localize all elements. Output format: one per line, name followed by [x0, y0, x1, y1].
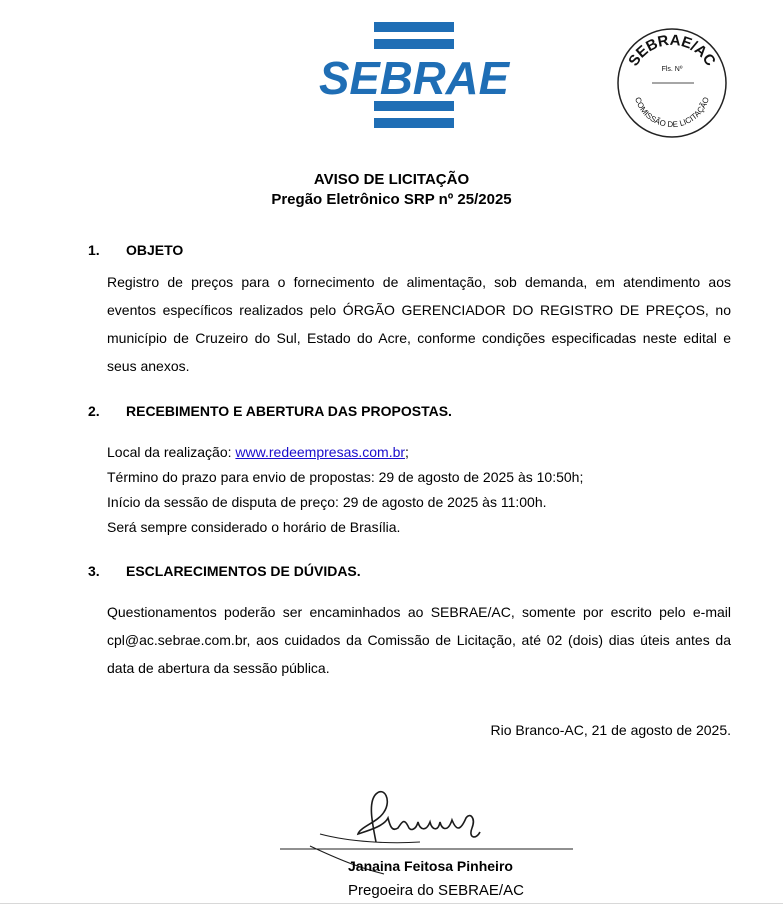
signer-role: Pregoeira do SEBRAE/AC: [348, 882, 524, 899]
section-2-local-line: [107, 444, 409, 460]
section-1-number: 1.: [88, 242, 100, 258]
section-3-body: Questionamentos poderão ser encaminhados ao SEBRAE/AC, somente por escrito pelo e-mail cpl@ac.sebrae.com.br, aos cuidados da Comissão de Licitação, até 02 (dois) dias úteis antes da data de abertura da sessão pública.: [107, 604, 731, 676]
stamp-bottom-text: COMISSÃO DE LICITAÇÃO: [633, 96, 711, 130]
session-start-line: Início da sessão de disputa de preço: 29 de agosto de 2025 às 11:00h.: [107, 494, 547, 510]
local-suffix: ;: [405, 444, 409, 460]
stamp-top-text: SEBRAE/AC: [625, 31, 719, 70]
logo-text: SEBRAE: [319, 52, 511, 104]
document-title: AVISO DE LICITAÇÃO: [313, 171, 470, 188]
section-1-title: OBJETO: [126, 242, 184, 258]
document-subtitle: Pregão Eletrônico SRP nº 25/2025: [271, 191, 512, 208]
section-1-body: Registro de preços para o fornecimento de alimentação, sob demanda, em atendimento aos eventos específicos realizados pelo ÓRGÃO GERENCIADOR DO REGISTRO DE PREÇOS, no município de Cruzeiro do Sul, Estado do Acre, conforme condições especificadas neste edital e seus anexos.: [107, 274, 731, 374]
deadline-line: Término do prazo para envio de propostas: 29 de agosto de 2025 às 10:50h;: [107, 469, 584, 485]
local-label: Local da realização:: [107, 444, 236, 460]
place-date: Rio Branco-AC, 21 de agosto de 2025.: [490, 722, 731, 738]
svg-text:SEBRAE/AC: [625, 32, 719, 70]
stamp-field-label: Fls. Nº: [661, 66, 683, 73]
svg-text:COMISSÃO DE LICITAÇÃO: [633, 96, 711, 129]
logo-stripe: [374, 39, 454, 49]
logo-stripe: [374, 118, 454, 128]
section-2-title: RECEBIMENTO E ABERTURA DAS PROPOSTAS.: [126, 403, 452, 419]
section-3-number: 3.: [88, 563, 100, 579]
redeempresas-link[interactable]: www.redeempresas.com.br: [235, 444, 406, 460]
section-3-title: ESCLARECIMENTOS DE DÚVIDAS.: [126, 563, 361, 579]
section-2-number: 2.: [88, 403, 100, 419]
sebrae-logo: [316, 22, 514, 128]
logo-stripe: [374, 22, 454, 32]
page-bottom-rule: [0, 903, 783, 904]
commission-stamp: [616, 27, 728, 139]
timezone-note: Será sempre considerado o horário de Brasília.: [107, 519, 401, 535]
signer-name: Janaina Feitosa Pinheiro: [348, 858, 513, 874]
